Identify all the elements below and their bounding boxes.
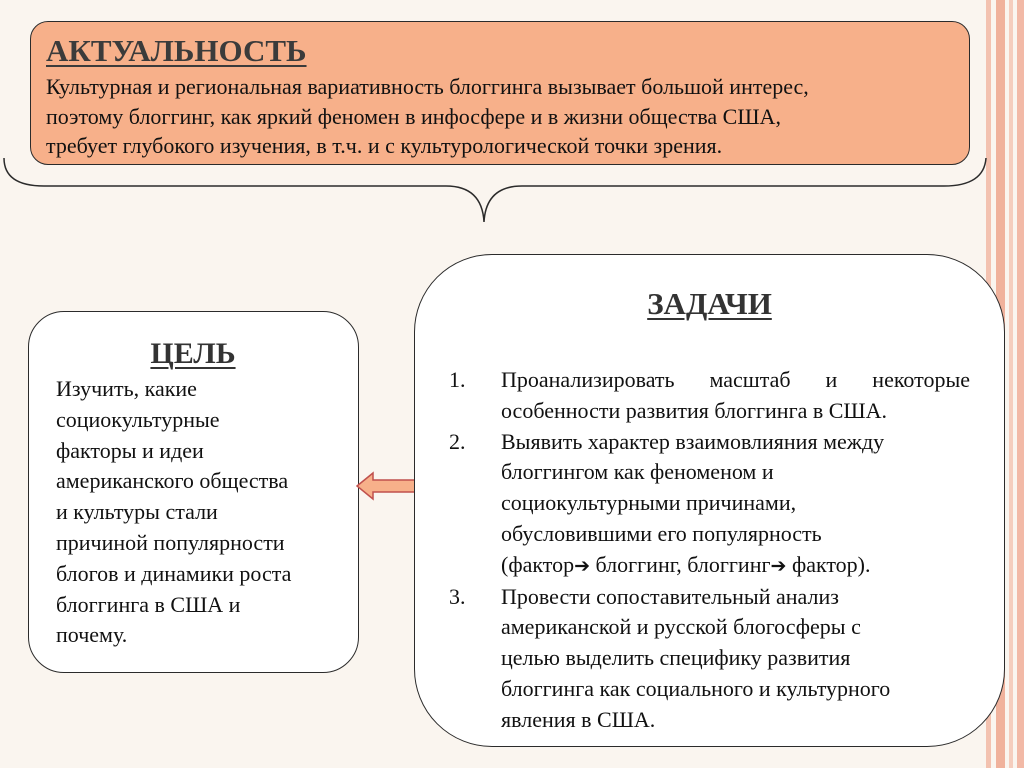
goal-line: факторы и идеи xyxy=(56,437,204,463)
task-line: блоггингом как феноменом и xyxy=(501,459,774,485)
task-line: особенности развития блоггинга в США. xyxy=(501,397,887,423)
task-line: явления в США. xyxy=(501,706,656,732)
task-line: Выявить характер взаимовлияния между xyxy=(501,428,885,454)
left-arrow-icon xyxy=(356,471,418,501)
task-number: 2. xyxy=(449,428,466,454)
goal-line: причиной популярности xyxy=(56,529,285,555)
right-arrow-icon: ➔ xyxy=(770,554,787,577)
task-line: Проанализировать масштаб и некоторые xyxy=(501,367,970,392)
task-item xyxy=(449,427,970,582)
actuality-text xyxy=(46,72,955,161)
curly-brace xyxy=(0,150,1024,230)
task-line: Провести сопоставительный анализ xyxy=(501,583,839,609)
formula-middle: блоггинг, блоггинг xyxy=(590,551,771,577)
goal-line: американского общества xyxy=(56,468,289,494)
tasks-title: ЗАДАЧИ xyxy=(647,286,772,321)
actuality-line: поэтому блоггинг, как яркий феномен в инфосфере и в жизни общества США, xyxy=(46,103,781,129)
goal-line: блогов и динамики роста xyxy=(56,560,292,586)
goal-line: Изучить, какие xyxy=(56,376,197,401)
goal-line: блоггинга в США и xyxy=(56,591,241,617)
goal-line: социокультурные xyxy=(56,406,220,432)
task-text xyxy=(501,582,970,736)
task-list xyxy=(449,365,970,736)
task-line: социокультурными причинами, xyxy=(501,490,797,516)
formula-open: (фактор xyxy=(501,551,575,577)
task-line: целью выделить специфику развития xyxy=(501,645,851,671)
task-item xyxy=(449,582,970,736)
task-line: американской и русской блогосферы с xyxy=(501,614,861,640)
goal-title: ЦЕЛЬ xyxy=(150,337,236,370)
actuality-panel xyxy=(30,21,970,165)
goal-text xyxy=(56,374,344,651)
formula-close: фактор). xyxy=(786,551,871,577)
task-item xyxy=(449,365,970,427)
task-number: 3. xyxy=(449,583,466,609)
task-text xyxy=(501,427,970,582)
goal-panel xyxy=(28,311,359,673)
right-arrow-icon: ➔ xyxy=(574,554,590,577)
task-text xyxy=(501,365,970,427)
task-line: блоггинга как социального и культурного xyxy=(501,675,891,701)
goal-line: и культуры стали xyxy=(56,499,218,525)
task-line: обусловившими его популярность xyxy=(501,520,822,546)
tasks-panel xyxy=(414,254,1005,747)
task-formula xyxy=(501,550,970,582)
actuality-title: АКТУАЛЬНОСТЬ xyxy=(46,33,307,68)
goal-line: почему. xyxy=(56,622,128,648)
actuality-line: Культурная и региональная вариативность блоггинга вызывает большой интерес, xyxy=(46,74,809,99)
actuality-line: требует глубокого изучения, в т.ч. и с культурологической точки зрения. xyxy=(46,133,723,158)
task-number: 1. xyxy=(449,367,466,392)
